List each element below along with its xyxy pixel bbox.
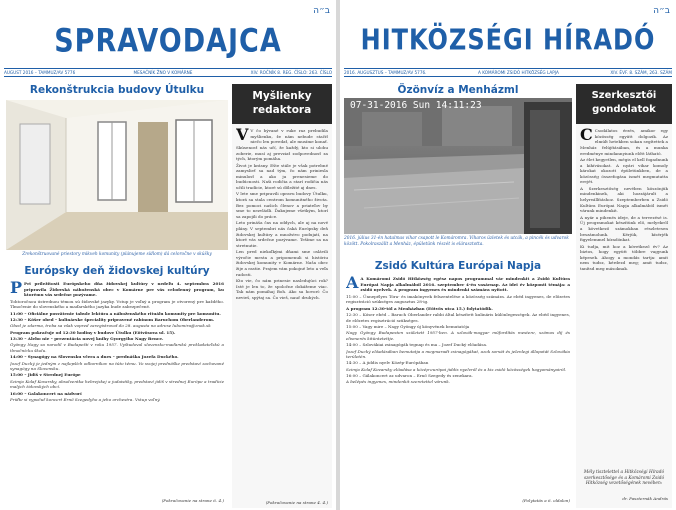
sidebar-author: dr. Paszternák András [622,496,668,501]
headline-culture-day: Zsidó Kultúra Európai Napja [374,260,542,272]
masthead-hungarian [340,0,676,76]
dropcap: A [346,276,359,292]
hebrew-mark: ב״ה [313,6,330,16]
continues-note: (Pokračovanie na strane 6. 4.) [161,498,224,503]
newspaper-title: HITKÖZSÉGI HÍRADÓ [360,23,656,57]
article-line: Pri príležitosti Európskeho dňa židovskej kultúry v nedeľu 4. septembra 2016 pripravila Židovská náboženská obec v Komárne pre vás celodenný program, ku ktorému vás srdečne pozývame. [24,281,224,298]
article-line: Program pokračuje od 12:30 hodiny v budove Útulku (Eötvösova ul. 15). [10,329,176,335]
room-illustration [6,100,228,250]
sidebar-paragraph: Leto prináša čas na oddych, ale aj na nové plány. V septembri nás čaká Európsky deň židovskej kultúry a množstvo podujatí, na ktoré vás srdečne pozývame. Tešíme sa na stretnutie. [236,220,328,248]
sidebar-heading: Szerkesztői gondolatok [576,84,672,124]
headline-flood: Özönvíz a Menházml [397,84,519,96]
article-line: Jozef Ducký je jedným z najlepších odborníkov na túto tému. Vo svojej prednáške predstaví zachované synagógy na Slovensku. [10,360,224,372]
camera-timestamp: 07-31-2016 Sun 14:11:23 [350,100,482,111]
sidebar-continues: (Pokračovanie na strane 4. 4.) [265,500,328,505]
renovation-photo [6,100,228,250]
issue-number: XIV. ROČNÍK 8. REG. ČÍSLO: 263. ČÍSLO [250,70,332,75]
dropcap: P [10,281,23,297]
sidebar-paragraph: Csodálatos érzés, amikor egy közösség együtt dolgozik. Az elmúlt hetekben sokan segítettek a Menház felújításában, és a munka eredménye mindannyiunk előtt látható. [580,128,668,156]
article-line: 13:30 – Alebo nie – prezentácia novej knihy Gyorgyiho Nagy Bence. [10,335,164,341]
issue-publisher: MESAČNÍK ŽNO V KOMÁRNE [133,70,193,75]
article-line: Príďte si vypočuť koncert Ernő Szegedyho a jeho orchestra. Vstup voľný. [10,397,161,403]
article-line: 12:30 – Kóser ebéd – Baruch Oberlander rabbi által készített kulináris különlegességek. Az ebéd ingyenes, de előzetes regisztráció szükséges. [346,311,570,323]
article-line: 14:00 – Szlovákiai zsinagógák tegnap és ma – Jozef Ducký előadása. [346,342,488,348]
article-line: A Komáromi Zsidó Hitközség egész napos programmal vár mindenkit a Zsidó Kultúra Európai Napja alkalmából 2016. szeptember 4-én vasárnap. Az idei év központi témája: a zsidó nyelvek. A program ingyenes és mindenki számára nyitott. [360,276,570,293]
sidebar-paragraph: Az élet kegyetlen, mégis el kell fogadnunk a kihívásokat. A nyári vihar komoly károkat okozott épületünkben, de a közösség összefogása ismét megmutatta erejét. [580,156,668,185]
sidebar-paragraph: Kto vie, čo nám prinesie nasledujúci rok? Isté je len to, že spoločne dokážeme viac. Tak nám pomáhaj Boh. Ako sa hovorí: Čo nevieš, spýtaj sa. Čo vieš, nauč druhých. [236,278,328,301]
issue-date: AUGUST 2016 – TAMMUZ/AV 5776 [4,70,76,75]
article-line: 16:00 – Gálakoncert az udvaron – Ernő Szegedy és zenekara. [346,373,473,379]
masthead-slovak [0,0,336,76]
article-line: Jozef Ducký előadásában bemutatja a megmaradt zsinagógákat, azok sorsát és jelenlegi állapotát Szlovákia területén. [346,348,570,360]
newspaper-title: SPRAVODAJCA [54,22,282,61]
issue-number: XIV. ÉVF. 8. SZÁM, 263. SZÁM [610,70,672,75]
hebrew-mark: ב״ה [653,6,670,16]
sidebar-paragraph: Život je krásny. Ešte stále je však potrebné zamyslieť sa nad tým, čo nám priniesla minulosť a ako ju prenesieme do budúcnosti. Naši rodičia a starí rodičia nás učili tradície, ktoré sú dôležité aj dnes. [236,162,328,191]
article-culture-day [346,276,570,498]
article-line: Szimja Kolaf Kovarsky előadása a közép-európai jiddis nyelvről és a kis zsidó közösségek hagyományairól. [346,366,567,372]
issue-publisher: A KOMÁROMI ZSIDÓ HITKÖZSÉG LAPJA [478,70,559,75]
photo-caption: 2016. július 31-én hatalmas vihar csapott le Komáromra. Viharos üzletek és utcák, a pincék és udvarok között. Pokolraszállt a Menház, épületünk részét is elárasztotta. [344,236,569,247]
sidebar-sign: Mély tisztelettel a Hitközségi Híradó szerkesztősége és a Komáromi Zsidó Hitközség vezetőségének nevében: [583,470,665,487]
page-hungarian [340,0,676,510]
sidebar-paragraph: Len pred niekoľkými dňami sme oslávili výročie mesta a pripomenuli si históriu židovskej komunity v Komárne. Naša obec žije a rastie. Prajem vám pokojné leto a veľa radosti. [236,249,328,277]
dropcap: V [236,128,249,144]
sidebar-paragraph: V lete sme pripravili opravu budovy Útulku, ktorá sa stala centrom komunitného života. Bez pomoci našich členov a priateľov by sme to nezvládli. Ďakujeme všetkým, ktorí sa zapojili do práce. [236,191,328,219]
page-slovak [0,0,336,510]
article-line: Obed je zdarma, treba sa však vopred zaregistrovať do 28. augusta na adrese lubomira@znok.sk [10,323,211,329]
article-line: A belépés ingyenes, mindenkit szeretettel várunk. [346,379,451,385]
sidebar-paragraph: A nyár a pihenés ideje, de a tervezésé is. Új programokat készítünk elő, melyekről a következő számokban részletesen beszámolunk. Kérjük, kísérjék figyelemmel híradónkat. [580,214,668,243]
editor-sidebar [232,84,332,508]
article-line: Tohtoročnou ústrednou témou sú židovské jazyky. Vstup je voľný a program je otvorený pre každého. Tlmočenie do slovenského a maďarského jazyka bude zabezpečené. [10,298,224,310]
article-line: 15:00 – Vagy mire – Nagy Gyöngy új könyvének bemutatója [346,323,470,329]
article-line: 14:30 – A jiddis nyelv Közép-Európában [346,360,429,366]
sidebar-paragraph: A Szerkesztőség nevében köszönjük mindenkinek, aki hozzájárult a helyreállításhoz. Szeptemberben a Zsidó Kultúra Európai Napja alkalmából ismét várunk mindenkit. [580,185,668,214]
article-line: 12:30 – Kóšer obed – kulinárske špeciality pripravené rabínom Baruchom Oberlanderom. [10,316,215,322]
article-line: Gyöngy Nagy sa narodil v Budapešti v roku 1957. Vyštudoval slovensko-maďarskú prekladateľskú a tlmočnícku školu. [10,342,224,353]
continues-note: (Folytatás a 6. oldalon) [522,498,570,503]
sidebar-text [236,128,328,500]
headline-culture-day: Európsky deň židovskej kultúry [24,265,210,277]
headline-renovation: Rekonštrukcia budovy Útulku [29,84,205,96]
issue-info-bar [4,68,332,77]
article-line: 11:00 – Ünnepélyes Tóra- és imakönyvek felszentelése a közösség számára. Az ebéd ingyenes, de előzetes regisztráció szükséges augusztus 28-ig. [346,293,570,305]
sidebar-heading: Myšlienky redaktora [232,84,332,124]
editor-sidebar [576,84,672,508]
article-line: A program 12:30-tól a Menházban (Eötvös utca 15.) folytatódik. [346,305,493,311]
article-line: Szimja Kolaf Kovarsky, absolventka hebrejskej a judaistiky, predstaví jidiš v strednej Európe a tradície malých židovských obcí. [10,378,224,390]
sidebar-paragraph: V čo bývané v ruke raz prebudila myšlienku, že nám nebude stačiť niečo len povedať, ale musíme konať. Skúsenosť nás učí, že každý, kto si ulohu zoberie, musí aj prevziať zodpovednosť za tých, ktorým pomáha. [236,128,328,162]
article-line: 15:00 – Jidiš v Strednej Európe [10,372,81,378]
article-line: 11:00 – Oficiálne posvätenie tabule lektúra a náboženského rituálu komunity pre komunitu. [10,310,221,316]
article-line: 14:00 – Synagógy na Slovensku včera a dnes – prednáška Jozefa Duckého. [10,354,179,360]
article-line: 16:00 – Galakoncert na nádvorí [10,390,82,396]
sidebar-text [580,128,668,466]
article-line: Nagy Gyöngy Budapesten született 1957-ben. A szlovák-magyar műfordítás mestere, számos díj és elismerés kitüntetettje. [346,330,570,341]
article-culture-day [10,281,224,497]
issue-date: 2016. AUGUSZTUS – TAMMUZ/AV 5776. [344,70,427,75]
issue-info-bar [344,68,672,77]
flood-photo [344,98,572,234]
dropcap: C [580,128,593,144]
flood-illustration [344,98,572,234]
sidebar-paragraph: Ki tudja, mit hoz a következő év? Az biztos, hogy együtt többre vagyunk képesek. Ahogy a mondás tartja: amit nem tudsz, kérdezd meg; amit tudsz, tanítsd meg másoknak. [580,243,668,272]
photo-caption: Zrekonštruované priestory mikveh komunity (plánujeme sídlom) dá celoročne v skúšky [22,252,212,257]
